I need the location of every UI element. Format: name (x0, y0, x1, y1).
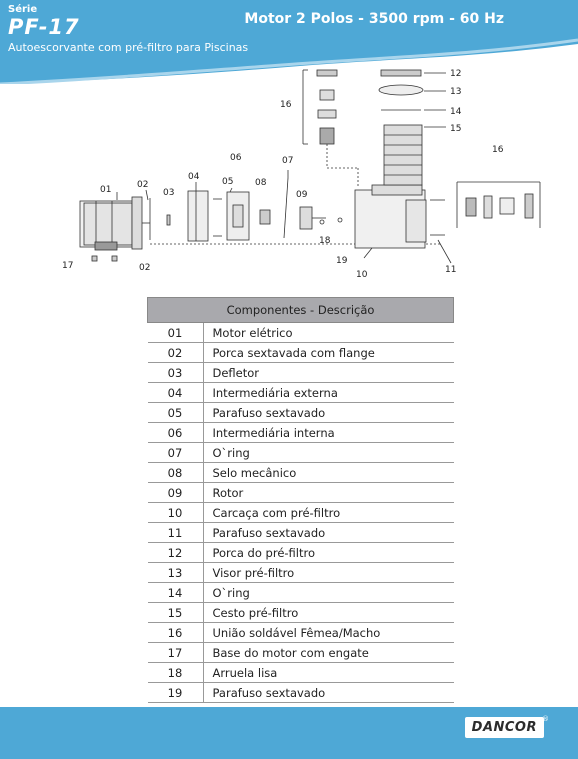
callout-01: 01 (100, 185, 112, 195)
table-row (148, 583, 454, 603)
part-code: 08 (148, 463, 204, 483)
table-row (148, 383, 454, 403)
part-code: 09 (148, 483, 204, 503)
part-description: Motor elétrico (203, 323, 454, 343)
exploded-view-diagram (0, 60, 578, 290)
dancor-logo: DANCOR (465, 717, 544, 738)
table-row (148, 483, 454, 503)
registered-mark: ® (542, 715, 549, 723)
part-code: 11 (148, 523, 204, 543)
callout-08: 08 (255, 178, 267, 188)
part-union-side (457, 182, 540, 228)
part-code: 07 (148, 443, 204, 463)
part-motor (80, 197, 150, 250)
table-header-row (148, 298, 454, 323)
part-description: Selo mecânico (203, 463, 454, 483)
table-row (148, 523, 454, 543)
motor-spec: Motor 2 Polos - 3500 rpm - 60 Hz (244, 11, 504, 27)
part-description: Porca sextavada com flange (203, 343, 454, 363)
callout-07: 07 (282, 156, 294, 166)
table-row (148, 543, 454, 563)
callout-16-side: 16 (492, 145, 504, 155)
callout-10: 10 (356, 270, 368, 280)
table-row (148, 503, 454, 523)
part-description: Intermediária externa (203, 383, 454, 403)
part-description: Cesto pré-filtro (203, 603, 454, 623)
part-code: 14 (148, 583, 204, 603)
callout-17: 17 (62, 261, 74, 271)
callout-02-top: 02 (137, 180, 149, 190)
series-label: Série (8, 4, 38, 15)
table-row (148, 683, 454, 703)
components-table (147, 297, 454, 703)
table-row (148, 323, 454, 343)
part-description: Parafuso sextavado (203, 683, 454, 703)
part-description: O`ring (203, 583, 454, 603)
callout-06: 06 (230, 153, 242, 163)
part-description: Arruela lisa (203, 663, 454, 683)
part-description: União soldável Fêmea/Macho (203, 623, 454, 643)
part-description: Intermediária interna (203, 423, 454, 443)
part-description: Defletor (203, 363, 454, 383)
table-row (148, 423, 454, 443)
part-code: 06 (148, 423, 204, 443)
part-basket (384, 125, 422, 185)
part-description: Visor pré-filtro (203, 563, 454, 583)
part-code: 15 (148, 603, 204, 623)
callout-18: 18 (319, 236, 331, 246)
callout-15: 15 (450, 124, 462, 134)
table-row (148, 463, 454, 483)
callout-16-top: 16 (280, 100, 292, 110)
part-description: Parafuso sextavado (203, 403, 454, 423)
part-code: 03 (148, 363, 204, 383)
part-description: Rotor (203, 483, 454, 503)
table-body (148, 323, 454, 703)
model-name: PF-17 (8, 15, 80, 39)
part-code: 12 (148, 543, 204, 563)
callout-19: 19 (336, 256, 348, 266)
part-code: 16 (148, 623, 204, 643)
callout-02-bottom: 02 (139, 263, 151, 273)
part-description: Porca do pré-filtro (203, 543, 454, 563)
product-subtitle: Autoescorvante com pré-filtro para Piscinas (8, 41, 249, 54)
part-code: 19 (148, 683, 204, 703)
table-row (148, 403, 454, 423)
callout-13: 13 (450, 87, 462, 97)
part-code: 18 (148, 663, 204, 683)
callout-09: 09 (296, 190, 308, 200)
callout-04: 04 (188, 172, 200, 182)
part-code: 17 (148, 643, 204, 663)
callout-14: 14 (450, 107, 462, 117)
part-code: 05 (148, 403, 204, 423)
part-rotor (300, 207, 326, 229)
table-row (148, 363, 454, 383)
part-code: 02 (148, 343, 204, 363)
table-row (148, 603, 454, 623)
part-code: 01 (148, 323, 204, 343)
part-code: 10 (148, 503, 204, 523)
table-row (148, 563, 454, 583)
part-motor-base (92, 256, 117, 261)
table-row (148, 343, 454, 363)
part-union-top (303, 70, 358, 188)
callout-05: 05 (222, 177, 234, 187)
callout-12: 12 (450, 69, 462, 79)
callout-11: 11 (445, 265, 457, 275)
table-row (148, 663, 454, 683)
part-housing-prefilter (355, 185, 445, 248)
callout-03: 03 (163, 188, 175, 198)
part-description: Parafuso sextavado (203, 523, 454, 543)
part-description: Base do motor com engate (203, 643, 454, 663)
part-intermediate-external (188, 191, 208, 241)
part-intermediate-internal (227, 192, 249, 240)
part-description: O`ring (203, 443, 454, 463)
part-code: 13 (148, 563, 204, 583)
part-description: Carcaça com pré-filtro (203, 503, 454, 523)
table-header: Componentes - Descrição (148, 298, 454, 323)
part-code: 04 (148, 383, 204, 403)
table-row (148, 643, 454, 663)
table-row (148, 623, 454, 643)
table-row (148, 443, 454, 463)
